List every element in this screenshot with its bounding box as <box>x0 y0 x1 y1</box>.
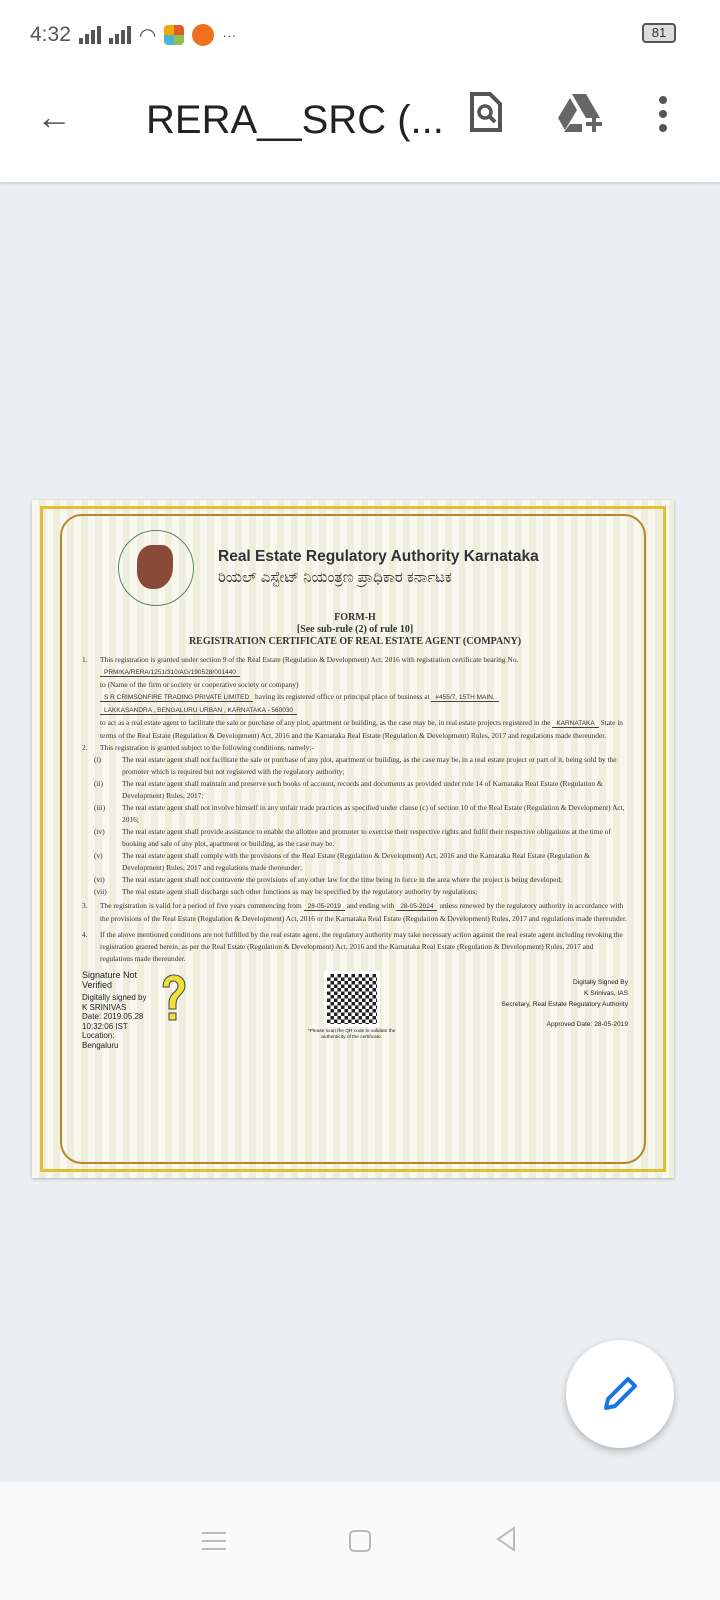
more-notifications-icon: ··· <box>222 27 237 43</box>
condition-item: (i) The real estate agent shall not facilitate the sale or purchase of any plot, apartment or building, as the case may be, in a real estate project or part of it, being sold by the promoter which is required but not registered with the regulatory authority; <box>94 755 617 776</box>
address-line-1: #455/7, 15TH MAIN, <box>431 694 498 702</box>
certificate-body: 1. This registration is granted under section 9 of the Real Estate (Regulation & Development) Act, 2016 with registration certificate bearing No. PRM/KA/RERA/1251/310/AG/190528/001440 to (Name of the firm or society or cooperative society or company) S R CRIMSONFIRE TRADING PRIVATE LIMITED having its registered office or principal place of business at #455/7, 15TH MAIN, LAKKASANDRA , BENGALURU URBAN , KARNATAKA - 560030 to act as a real estate agent to facilitate the sale or purchase of any plot, apartment or building, as the case may be, in real estate projects registered in the KARNATAKA State in terms of the Real Estate (Regulation & Development) Act, 2016 and the Karnataka Real Estate (Regulation & Development) Rules, 2017 and regulations made thereunder. 2. This registration is granted subject to the following conditions, namely:- (i) The real estate agent shall not facilitate the sale or purchase of any plot, apartment or building, as the case may be, in a real estate project or part of it, being sold by the promoter which is required but not registered with the regulatory authority; (ii) The real estate agent shall maintain and preserve such books of account, records and documents as provided under rule 14 of Karnataka Real Estate (Regulation & Development) Rules, 2017; (iii) The real estate agent shall not involve himself in any unfair trade practices as specified under clause (c) of section 10 of the Real Estate (Regulation & Development) Act, 2016; (iv) The real estate agent shall provide assistance to enable the allottee and promoter to exercise their respective rights and fulfil their respective obligations at the time of booking and sale of any plot, apartment or building, as the case may be. (v) The real estate agent shall comply with the provisions of the Real Estate (Regulation & Development) Act, 2016 and the Karnataka Real Estate (Regulation & Development) Rules, 2017 and regulations made thereunder; (vi) The real estate agent shall not contravene the provisions of any other law for the time being in force in the area where the project is being developed; (vii) The real estate agent shall discharge such other functions as may be specified by the regulatory authority by regulations; 3. The registration is valid for a period of five years commencing from 28-05-2019 and ending with 28-05-2024 unless renewed by the regulatory authority in accordance with the provisions of the Real Estate (Regulation & Development) Act, 2016 or the Karnataka Real Estate (Regulation & Development) Rules, 2017 and regulations made thereunder. 4. If the above mentioned conditions are not fulfilled by the real estate agent, the regulatory authority may take necessary action against the real estate agent including revoking the registration granted herein, as per the Real Estate (Regulation & Development) Act, 2016 and the Karnataka Real Estate (Regulation & Development) Rules, 2017 and regulations made thereunder. <box>82 655 627 963</box>
org-name-kn: ರಿಯಲ್ ಎಸ್ಟೇಟ್ ನಿಯಂತ್ರಣ ಪ್ರಾಧಿಕಾರ ಕರ್ನಾಟಕ <box>218 569 452 586</box>
subrule: [See sub-rule (2) of rule 10] <box>296 624 414 635</box>
signature-detail: Location: <box>82 1031 115 1040</box>
document-title: RERA__SRC (... <box>146 98 444 142</box>
company-name: S R CRIMSONFIRE TRADING PRIVATE LIMITED <box>100 694 253 702</box>
signature-unverified-icon <box>158 971 188 1027</box>
valid-from: 28-05-2019 <box>304 903 345 911</box>
state: KARNATAKA <box>552 720 598 728</box>
digital-signature-block[interactable]: Signature Not Verified Digitally signed by K SRINIVAS Date: 2019.05.28 10:32:06 IST Location: Bengaluru <box>82 971 154 1050</box>
condition-item: (vi) The real estate agent shall not contravene the provisions of any other law for the time being in force in the area where the project is being developed; <box>94 875 563 884</box>
signature-detail: K SRINIVAS <box>82 1002 127 1012</box>
qr-code <box>324 971 380 1027</box>
more-options-icon[interactable] <box>656 94 670 139</box>
condition-item: (iv) The real estate agent shall provide assistance to enable the allottee and promoter to exercise their respective rights and fulfil their respective obligations at the time of booking and sale of any plot, apartment or building, as the case may be. <box>94 827 611 848</box>
condition-item: (iii) The real estate agent shall not involve himself in any unfair trade practices as specified under clause (c) of section 10 of the Real Estate (Regulation & Development) Act, 2016; <box>94 803 625 824</box>
certificate-header <box>82 530 628 606</box>
org-name-en: Real Estate Regulatory Authority Karnataka <box>218 548 539 565</box>
wifi-icon: ◠ <box>138 24 157 47</box>
find-in-document-icon[interactable] <box>468 92 504 137</box>
app-notification-icon <box>164 25 184 45</box>
edit-button[interactable] <box>566 1340 674 1448</box>
condition-item: (vii) The real estate agent shall discharge such other functions as may be specified by the regulatory authority by regulations; <box>94 887 478 896</box>
qr-note: *Please scan the QR code to validate the authenticity of the certificate. <box>307 1029 396 1040</box>
signal-icon <box>109 26 131 44</box>
app-bar <box>0 70 720 182</box>
back-button[interactable]: ← <box>36 96 72 137</box>
signer-block: Digitally Signed By K Srinivas, IAS Secretary, Real Estate Regulatory Authority Approved Date: 28-05-2019 <box>501 979 628 1028</box>
add-to-drive-icon[interactable] <box>558 94 604 137</box>
certificate-heading: REGISTRATION CERTIFICATE OF REAL ESTATE AGENT (COMPANY) <box>188 636 522 647</box>
condition-item: (ii) The real estate agent shall maintain and preserve such books of account, records and documents as provided under rule 14 of Karnataka Real Estate (Regulation & Development) Rules, 2017; <box>94 779 603 800</box>
uc-browser-icon <box>192 24 214 46</box>
address-line-2: LAKKASANDRA , BENGALURU URBAN , KARNATAKA - 560030 <box>100 707 297 715</box>
signature-detail: Digitally signed by <box>82 993 147 1002</box>
signal-icon <box>79 26 101 44</box>
signature-detail: Date: 2019.05.28 <box>82 1012 144 1021</box>
signature-detail: Bengaluru <box>82 1040 119 1050</box>
certificate-footer <box>82 971 628 1050</box>
back-nav-button[interactable] <box>494 1525 518 1558</box>
home-nav-button[interactable] <box>349 1530 371 1552</box>
rera-seal-logo <box>118 530 194 606</box>
clock: 4:32 <box>30 23 71 46</box>
certificate-page <box>32 500 674 1178</box>
navigation-bar <box>0 1482 720 1600</box>
valid-to: 28-05-2024 <box>396 903 437 911</box>
pencil-icon <box>600 1374 640 1414</box>
battery-icon: 81 <box>642 23 676 43</box>
signature-detail: 10:32:06 IST <box>82 1021 128 1031</box>
registration-number: PRM/KA/RERA/1251/310/AG/190528/001440 <box>100 669 240 677</box>
form-title: FORM-H <box>334 612 376 623</box>
menu-nav-button[interactable] <box>202 1532 226 1550</box>
status-bar <box>0 0 720 70</box>
condition-item: (v) The real estate agent shall comply with the provisions of the Real Estate (Regulation & Development) Act, 2016 and the Karnataka Real Estate (Regulation & Development) Rules, 2017 and regulations made thereunder; <box>94 851 590 872</box>
